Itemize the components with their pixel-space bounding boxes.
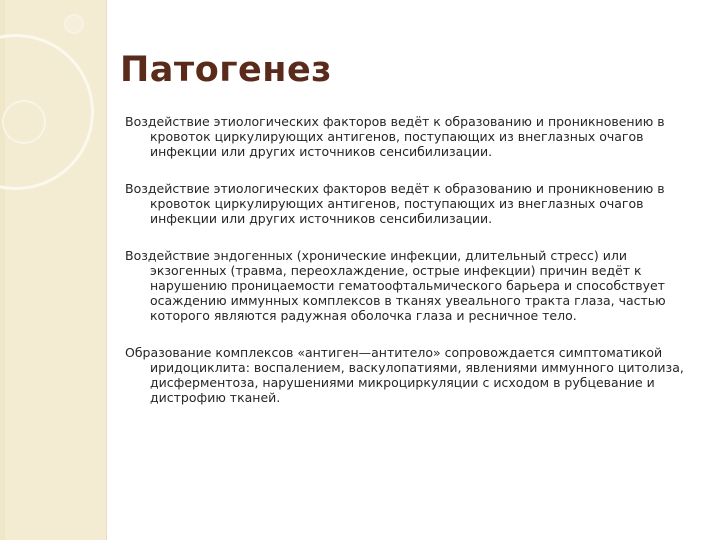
paragraph-3: Воздействие эндогенных (хронические инфекции, длительный стресс) или экзогенных (травма, переохлаждение, острые инфекции) причин ведёт к нарушению проницаемости гематоофтальмического барьера и способствует осаждению иммунных комплексов в тканях увеального тракта глаза, частью которого являются радужная оболочка глаза и ресничное тело. [125,248,666,323]
slide-title: Патогенез [120,50,333,90]
paragraph-2: Воздействие этиологических факторов ведёт к образованию и проникновению в кровоток циркулирующих антигенов, поступающих из внеглазных очагов инфекции или других источников сенсибилизации. [125,181,665,226]
paragraph-1: Воздействие этиологических факторов ведёт к образованию и проникновению в кровоток циркулирующих антигенов, поступающих из внеглазных очагов инфекции или других источников сенсибилизации. [125,114,665,159]
decorative-side-panel [0,0,106,540]
slide-body [122,114,702,427]
panel-divider [106,0,107,540]
decorative-ring-dot [64,14,84,34]
decorative-ring-small [2,100,46,144]
paragraph-4: Образование комплексов «антиген—антитело» сопровождается симптоматикой иридоциклита: воспалением, васкулопатиями, явлениями иммунного цитолиза, дисферментоза, нарушениями микроциркуляции с исходом в рубцевание и дистрофию тканей. [125,345,684,405]
